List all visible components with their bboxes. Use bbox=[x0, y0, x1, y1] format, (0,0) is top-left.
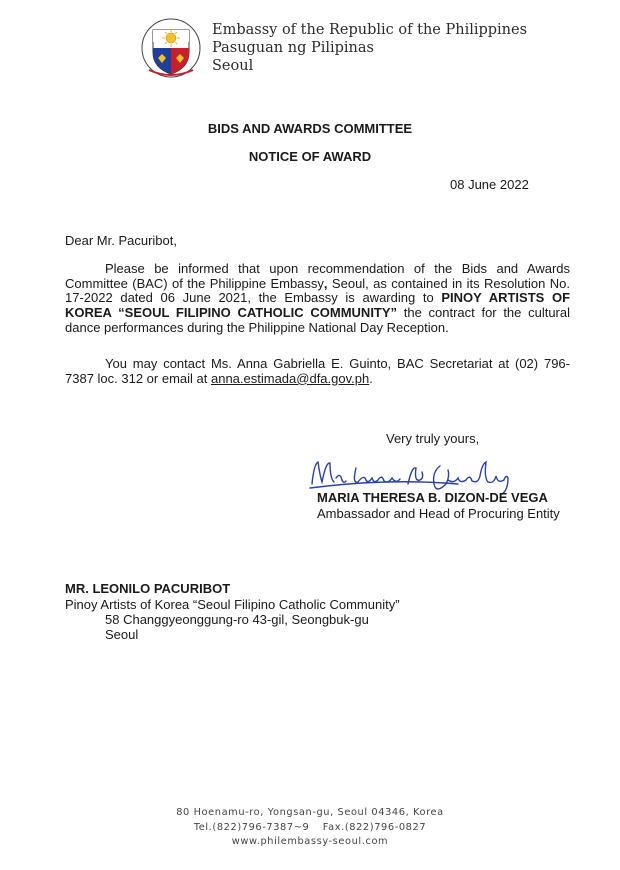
paragraph-text: the contract for the cultural dance performances during the Philippine National Day Reception. bbox=[65, 305, 570, 335]
paragraph-text: . bbox=[369, 370, 373, 386]
salutation: Dear Mr. Pacuribot, bbox=[65, 233, 177, 248]
committee-heading: BIDS AND AWARDS COMMITTEE bbox=[207, 121, 413, 136]
signatory-name: MARIA THERESA B. DIZON-DE VEGA bbox=[317, 490, 548, 505]
signatory-title: Ambassador and Head of Procuring Entity bbox=[317, 506, 560, 521]
embassy-name-filipino: Pasuguan ng Pilipinas bbox=[212, 40, 374, 56]
footer-contact bbox=[0, 822, 620, 833]
recipient-name: MR. LEONILO PACURIBOT bbox=[65, 581, 231, 596]
document-title: NOTICE OF AWARD bbox=[248, 149, 372, 164]
embassy-name: Embassy of the Republic of the Philippines bbox=[212, 22, 528, 38]
footer-phone: Tel.(822)796-7387~9 bbox=[193, 822, 310, 833]
awardee-name: PINOY ARTISTS OF KOREA “SEOUL FILIPINO CATHOLIC COMMUNITY” bbox=[65, 290, 571, 321]
paragraph-text: Please be informed that upon recommendation of the Bids and Awards Committee (BAC) of the Philippine Embassy bbox=[65, 261, 570, 291]
body-paragraph-1 bbox=[65, 262, 570, 336]
recipient-address: 58 Changgyeonggung-ro 43-gil, Seongbuk-gu bbox=[105, 612, 369, 627]
footer-fax: Fax.(822)796-0827 bbox=[322, 822, 427, 833]
paragraph-text: Seoul, as contained in its Resolution No. 17-2022 dated 06 June 2021, the Embassy is awarding to bbox=[65, 275, 570, 306]
philippine-seal-icon bbox=[141, 18, 201, 78]
closing: Very truly yours, bbox=[386, 431, 480, 446]
paragraph-comma: , bbox=[323, 275, 328, 291]
footer-website[interactable]: www.philembassy-seoul.com bbox=[231, 836, 389, 847]
body-paragraph-2 bbox=[65, 357, 570, 386]
embassy-city: Seoul bbox=[212, 58, 254, 74]
letter-date: 08 June 2022 bbox=[450, 177, 529, 192]
paragraph-text: You may contact Ms. Anna Gabriella E. Guinto, BAC Secretariat at (02) 796-7387 loc. 312 or email at bbox=[65, 356, 570, 386]
footer-address: 80 Hoenamu-ro, Yongsan-gu, Seoul 04346, Korea bbox=[176, 807, 444, 818]
email-link[interactable]: anna.estimada@dfa.gov.ph bbox=[210, 370, 370, 386]
recipient-organization: Pinoy Artists of Korea “Seoul Filipino Catholic Community” bbox=[65, 597, 400, 612]
recipient-city: Seoul bbox=[105, 627, 139, 642]
